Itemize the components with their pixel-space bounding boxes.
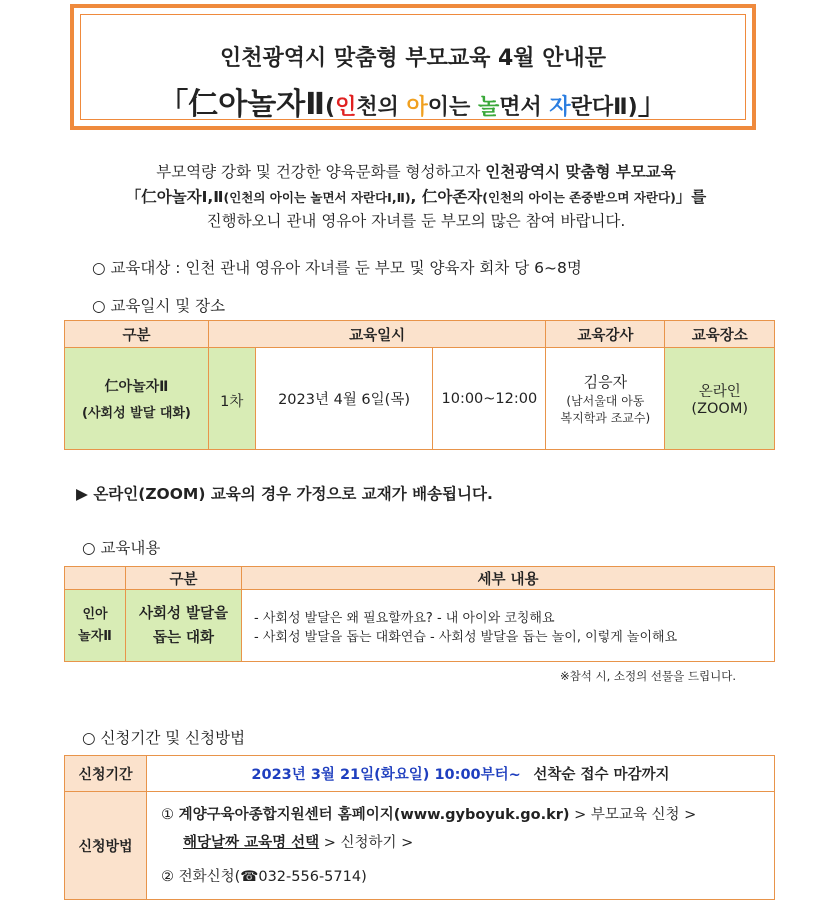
intro-bracket-end: 」를	[675, 188, 707, 206]
subtitle-ja: 자	[549, 95, 571, 120]
method-1-rest: > 부모교육 신청 >	[569, 806, 697, 823]
apply-period-date: 2023년 3월 21일(화요일) 10:00부터~	[251, 767, 521, 783]
intro-program-1: 「仁아놀자Ⅰ,Ⅱ	[125, 188, 224, 206]
subtitle-myeonseo: 면서	[499, 95, 550, 120]
subtitle-ineun: 이는	[427, 95, 478, 120]
schedule-table	[64, 320, 775, 450]
intro-line-2	[40, 185, 792, 207]
intro-program-2-desc: (인천의 아이는 존중받으며 자란다)	[482, 190, 676, 205]
intro-line-1	[40, 160, 792, 182]
apply-period-value	[147, 756, 775, 792]
title-program	[81, 79, 745, 123]
intro-program-name: 인천광역시 맞춤형 부모교육	[485, 163, 676, 181]
method-1-line-1	[161, 801, 774, 829]
instructor-affiliation-2: 복지학과 조교수)	[560, 411, 651, 425]
topic-line-1: 사회성 발달을	[138, 605, 229, 622]
schedule-place-cell	[665, 348, 775, 450]
intro-program-1-desc: (인천의 아이는 놀면서 자란다Ⅰ,Ⅱ)	[223, 190, 411, 205]
place-online: 온라인	[698, 384, 741, 400]
schedule-program-cell	[65, 348, 209, 450]
content-detail-cell	[242, 590, 775, 662]
subtitle-a: 아	[406, 95, 428, 120]
schedule-header-datetime: 교육일시	[208, 321, 545, 348]
title-inner-border	[80, 14, 746, 120]
intro-program-2: 仁아존자	[421, 188, 483, 206]
content-header-detail: 세부 내용	[242, 567, 775, 590]
subtitle-in: 인	[335, 95, 357, 120]
schedule-date: 2023년 4월 6일(목)	[255, 348, 433, 450]
topic-line-2: 돕는 대화	[152, 629, 215, 646]
delivery-notice: ▶ 온라인(ZOOM) 교육의 경우 가정으로 교재가 배송됩니다.	[76, 485, 493, 503]
content-table	[64, 566, 775, 662]
apply-heading: ○ 신청기간 및 신청방법	[82, 729, 246, 747]
method-1-line-2	[161, 829, 774, 857]
title-program-name: 仁아놀자Ⅱ	[188, 87, 325, 122]
schedule-header-instructor: 교육강사	[546, 321, 665, 348]
content-header-blank	[65, 567, 126, 590]
title-bracket-open: 「	[158, 87, 189, 122]
place-zoom: (ZOOM)	[691, 401, 748, 417]
schedule-header-category: 구분	[65, 321, 209, 348]
title-subtitle	[325, 95, 638, 120]
content-heading: ○ 교육내용	[82, 539, 161, 557]
subtitle-paren-close: )	[627, 95, 638, 120]
apply-period-rest: 선착순 접수 마감까지	[533, 767, 670, 783]
instructor-affiliation-1: (남서울대 아동	[566, 394, 645, 408]
apply-period-label: 신청기간	[65, 756, 147, 792]
intro-comma: ,	[410, 188, 422, 206]
apply-table	[64, 755, 775, 900]
schedule-heading: ○ 교육일시 및 장소	[92, 297, 226, 315]
method-1-site[interactable]: 계양구육아종합지원센터 홈페이지(www.gyboyuk.go.kr)	[178, 806, 570, 823]
schedule-header-place: 교육장소	[665, 321, 775, 348]
title-bracket-close: 」	[637, 87, 668, 122]
detail-line-2: - 사회성 발달을 돕는 대화연습 - 사회성 발달을 돕는 놀이, 이렇게 놀이해요	[254, 629, 678, 645]
apply-method-cell	[147, 792, 775, 900]
method-2-phone: ② 전화신청(☎032-556-5714)	[161, 868, 367, 885]
content-header-category: 구분	[126, 567, 242, 590]
detail-line-1: - 사회성 발달은 왜 필요할까요? - 내 아이와 코칭해요	[254, 610, 555, 626]
schedule-instructor-cell	[546, 348, 665, 450]
content-row-label	[65, 590, 126, 662]
instructor-name: 김응자	[583, 373, 628, 391]
content-topic	[126, 590, 242, 662]
subtitle-randa: 란다Ⅱ	[570, 95, 628, 120]
method-1-num: ①	[161, 806, 174, 823]
apply-method-label: 신청방법	[65, 792, 147, 900]
title-box	[70, 4, 756, 130]
row-label-line-1: 인아	[82, 606, 108, 622]
gift-footnote: ※참석 시, 소정의 선물을 드립니다.	[560, 669, 736, 683]
schedule-program-sub: (사회성 발달 대화)	[82, 406, 191, 421]
intro-text: 부모역량 강화 및 건강한 양육문화를 형성하고자	[156, 163, 486, 181]
method-1-select: 해당날짜 교육명 선택	[183, 834, 320, 851]
intro-line-3: 진행하오니 관내 영유아 자녀를 둔 부모의 많은 참여 바랍니다.	[206, 212, 626, 230]
row-label-line-2: 놀자Ⅱ	[78, 628, 112, 644]
subtitle-paren-open: (	[325, 95, 336, 120]
method-1-apply: > 신청하기 >	[319, 834, 414, 851]
subtitle-nol: 놀	[477, 95, 500, 120]
subtitle-cheon: 천의	[356, 95, 407, 120]
schedule-program-name: 仁아놀자Ⅱ	[104, 379, 169, 395]
title-main: 인천광역시 맞춤형 부모교육 4월 안내문	[220, 46, 606, 71]
schedule-time: 10:00~12:00	[433, 348, 546, 450]
schedule-session: 1차	[208, 348, 255, 450]
education-target: ○ 교육대상 : 인천 관내 영유아 자녀를 둔 부모 및 양육자 회차 당 6~8명	[92, 259, 582, 277]
